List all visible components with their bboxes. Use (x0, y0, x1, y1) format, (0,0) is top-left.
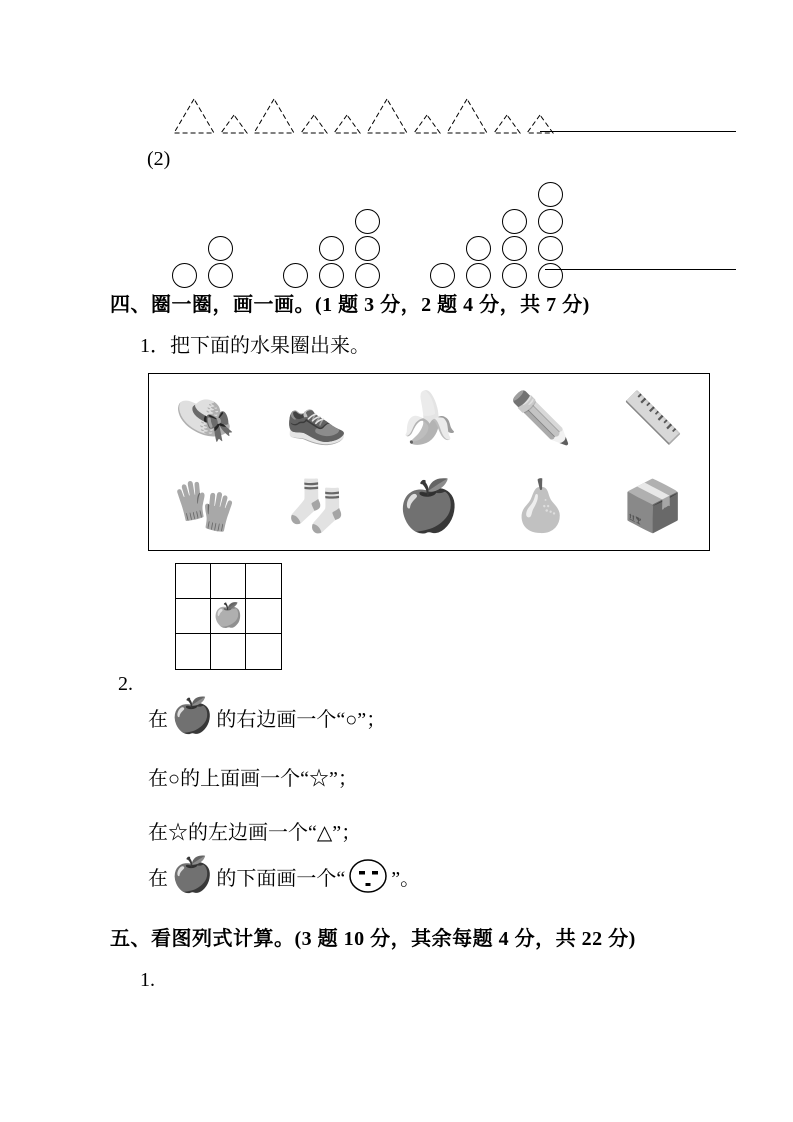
circle-answer-line (545, 268, 736, 270)
circle-icon (319, 236, 344, 261)
triangle-big-icon (446, 98, 488, 134)
ruler-icon: 📏 (621, 390, 685, 446)
pear-icon: 🍐 (509, 478, 573, 534)
grid-apple-icon: 🍏 (213, 603, 243, 629)
item-hat (149, 374, 261, 462)
q2-line-2-text: 在○的上面画一个“☆”； (148, 768, 358, 790)
q2-line-2 (148, 762, 358, 791)
circle-column (502, 209, 527, 288)
triangle-pattern (173, 98, 554, 134)
item-shoes (261, 374, 373, 462)
q2-line-4-middle: 的下面画一个“ (216, 867, 346, 890)
item-pencil (485, 374, 597, 462)
circle-icon (355, 263, 380, 288)
q2-line-1-prefix: 在 (148, 708, 168, 731)
circle-column (172, 263, 197, 288)
q2-line-3 (148, 816, 361, 845)
grid-cell (176, 599, 211, 634)
socks-icon: 🧦 (285, 478, 349, 534)
circle-column (466, 236, 491, 288)
grid-cell (211, 564, 246, 599)
circle-column (319, 236, 344, 288)
triangle-small-icon (333, 114, 361, 134)
grid-cell (246, 634, 281, 669)
circle-column (430, 263, 455, 288)
smiley-face-icon (348, 858, 388, 894)
circle-group (430, 182, 563, 288)
apple-icon: 🍎 (171, 698, 214, 735)
q2-line-1-suffix: 的右边画一个“○”； (216, 708, 387, 731)
pencil-icon: ✏️ (509, 390, 573, 446)
circle-icon (466, 263, 491, 288)
circle-group (172, 236, 233, 288)
triangle-big-icon (366, 98, 408, 134)
answer-grid (175, 563, 282, 670)
circle-column (208, 236, 233, 288)
section-5-heading: 五、看图列式计算。(3 题 10 分，其余每题 4 分，共 22 分) (110, 928, 636, 950)
grid-cell (246, 564, 281, 599)
circle-column (283, 263, 308, 288)
item-2-label: (2) (147, 148, 171, 170)
circle-icon (502, 263, 527, 288)
item-pencil-box (597, 462, 709, 550)
circle-icon (208, 236, 233, 261)
circle-icon (502, 236, 527, 261)
circle-icon (208, 263, 233, 288)
hat-icon: 👒 (173, 390, 237, 446)
circle-icon (538, 182, 563, 207)
circle-icon (355, 209, 380, 234)
triangle-small-icon (220, 114, 248, 134)
circle-icon (355, 236, 380, 261)
triangle-small-icon (413, 114, 441, 134)
q2-line-4-suffix: ”。 (391, 867, 421, 890)
pencil-box-icon: 📦 (621, 478, 685, 534)
circle-icon (172, 263, 197, 288)
triangle-big-icon (173, 98, 215, 134)
triangle-small-icon (493, 114, 521, 134)
fruit-box (148, 373, 710, 551)
apple-icon: 🍎 (171, 857, 214, 894)
q2-line-1 (148, 700, 386, 734)
gloves-icon: 🧤 (173, 478, 237, 534)
item-pear (485, 462, 597, 550)
circle-icon (466, 236, 491, 261)
triangle-big-icon (253, 98, 295, 134)
grid-cell-apple (211, 599, 246, 634)
grid-cell (176, 634, 211, 669)
triangle-small-icon (300, 114, 328, 134)
circle-group (283, 209, 380, 288)
item-ruler (597, 374, 709, 462)
grid-cell (211, 634, 246, 669)
grid-cell (246, 599, 281, 634)
grid-cell (176, 564, 211, 599)
circle-icon (538, 209, 563, 234)
item-gloves (149, 462, 261, 550)
q2-line-4 (148, 858, 420, 894)
circle-icon (319, 263, 344, 288)
circle-icon (502, 209, 527, 234)
circle-column (538, 182, 563, 288)
circle-icon (283, 263, 308, 288)
question-1-text: 1．把下面的水果圈出来。 (140, 335, 370, 357)
item-socks (261, 462, 373, 550)
circle-icon (538, 236, 563, 261)
item-apple (373, 462, 485, 550)
banana-icon: 🍌 (397, 390, 461, 446)
q2-line-4-prefix: 在 (148, 867, 168, 890)
circle-icon (538, 263, 563, 288)
circle-column (355, 209, 380, 288)
question-5-1-label: 1. (140, 969, 155, 991)
circle-icon (430, 263, 455, 288)
question-2-label: 2. (118, 673, 133, 695)
q2-line-3-text: 在☆的左边画一个“△”； (148, 822, 362, 844)
shoes-icon: 👟 (285, 390, 349, 446)
apple-icon: 🍎 (397, 478, 461, 534)
triangle-answer-line (540, 130, 736, 132)
item-banana (373, 374, 485, 462)
section-4-heading: 四、圈一圈，画一画。(1 题 3 分，2 题 4 分，共 7 分) (110, 294, 590, 316)
circle-pattern (172, 182, 563, 288)
